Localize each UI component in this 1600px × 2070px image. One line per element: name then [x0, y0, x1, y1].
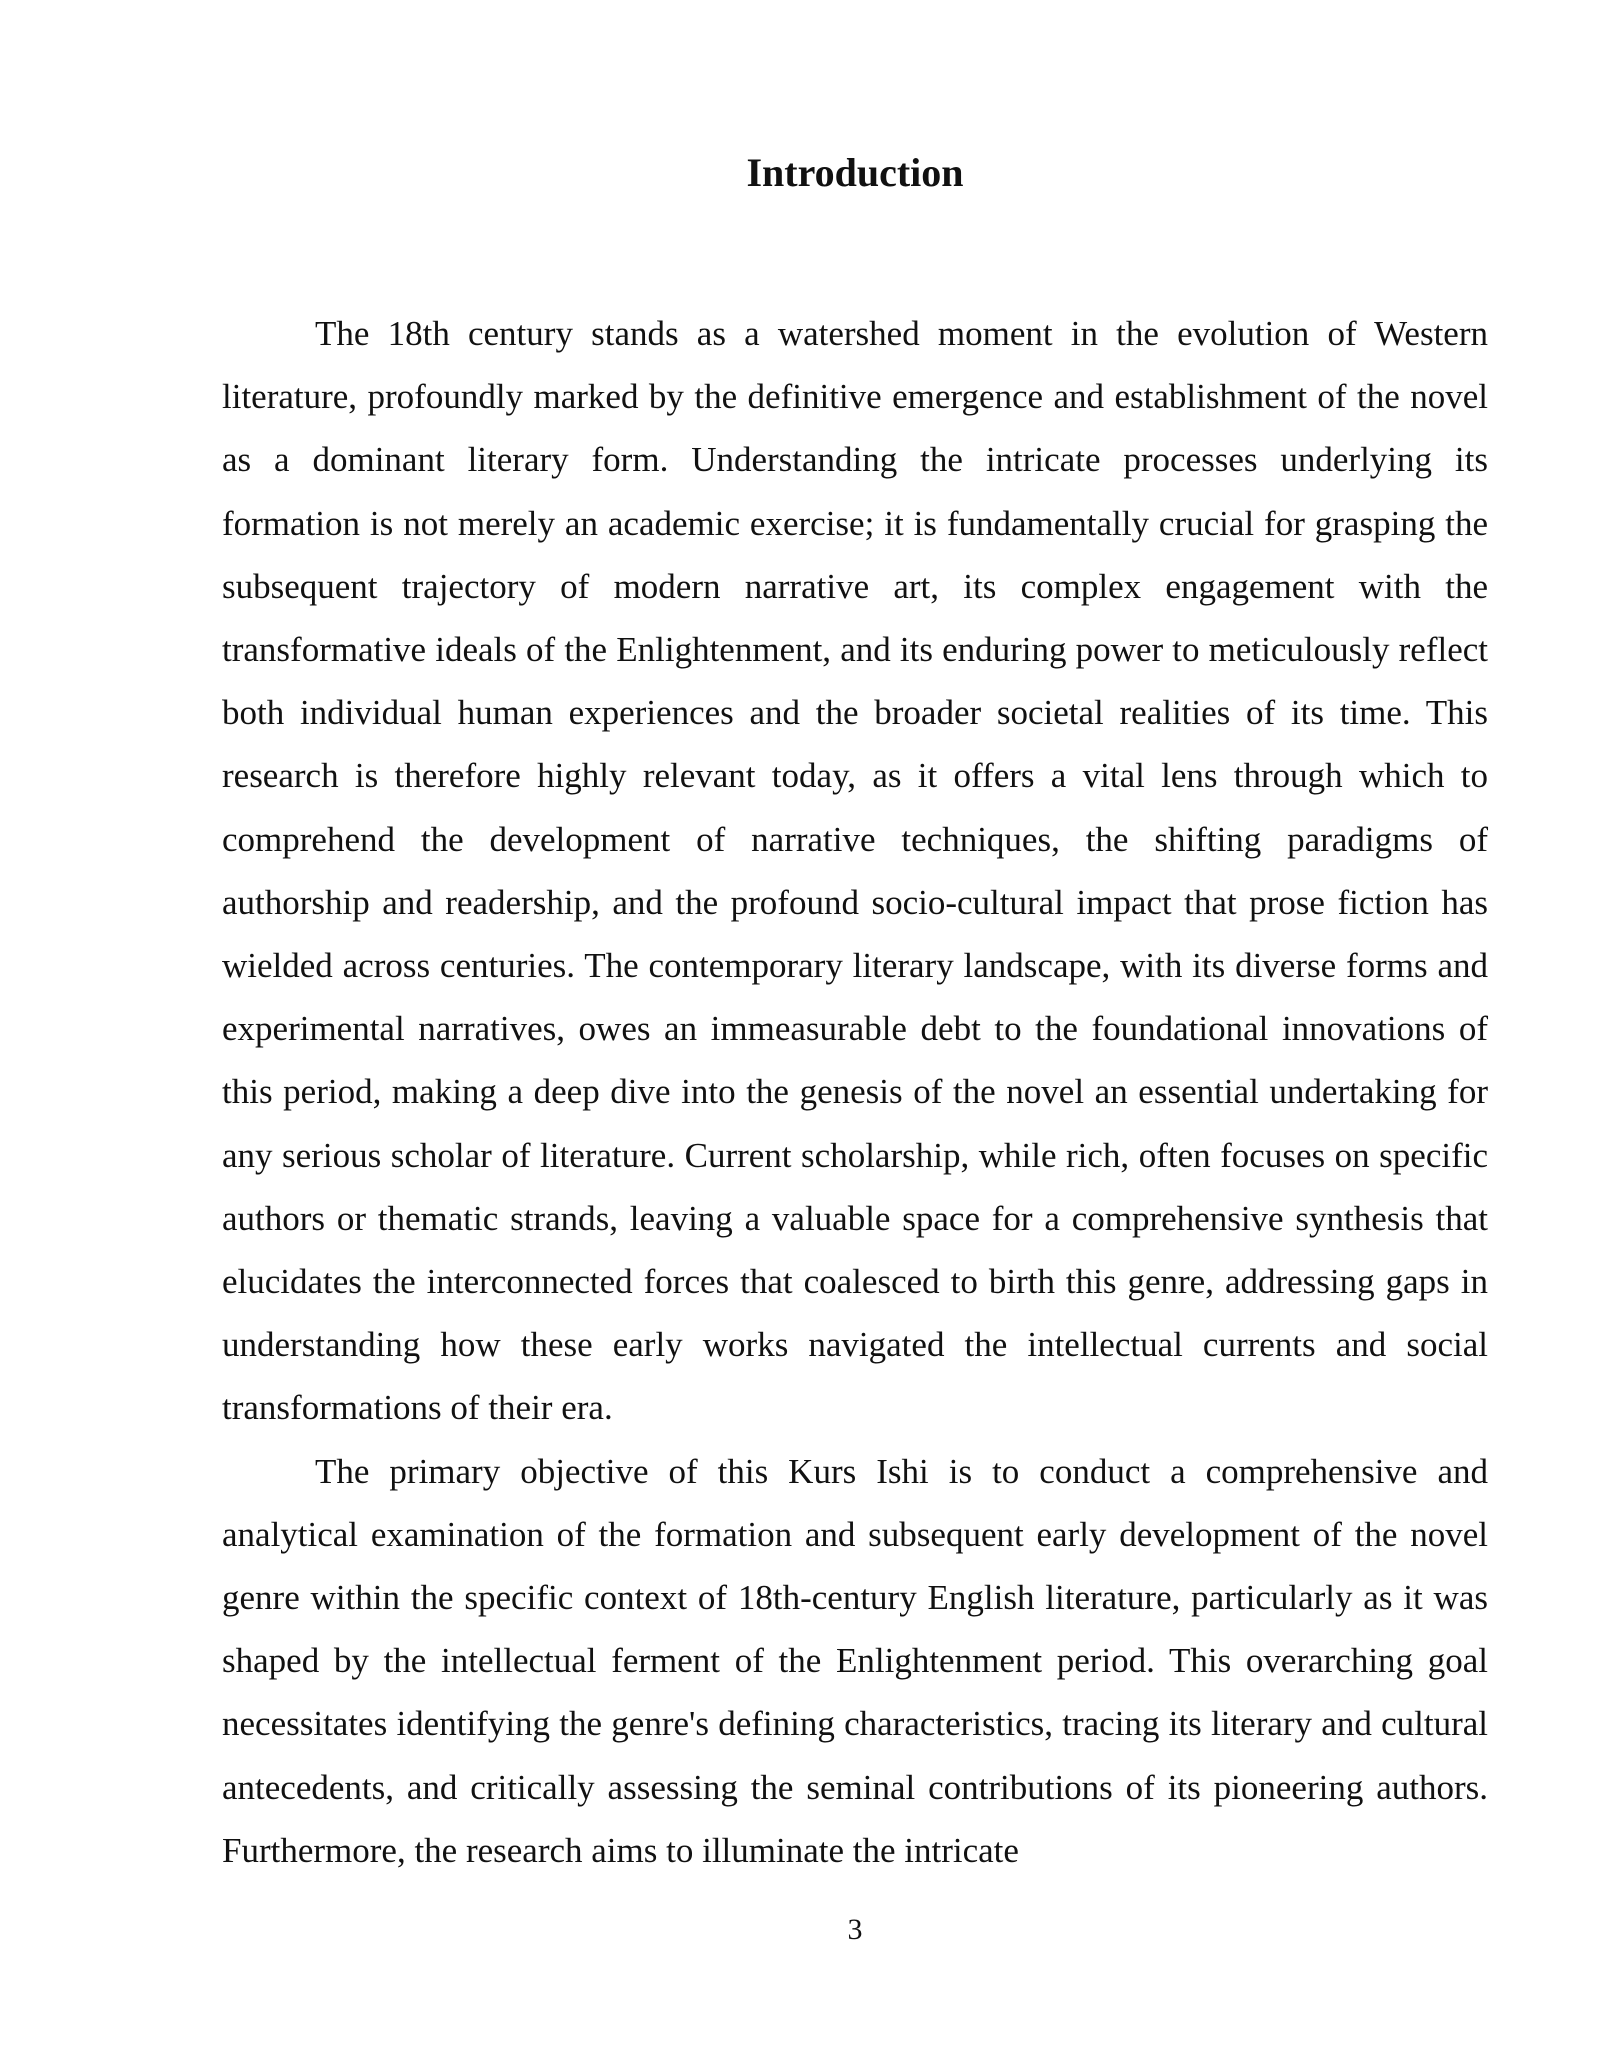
paragraph-1: The 18th century stands as a watershed moment in the evolution of Western literature, profoundly marked by the definitive emergence and establishment of the novel as a dominant literary form. Understanding the intricate processes underlying its formation is not merely an academic exercise; it is fundamentally crucial for grasping the subsequent trajectory of modern narrative art, its complex engagement with the transformative ideals of the Enlightenment, and its enduring power to meticulously reflect both individual human experiences and the broader societal realities of its time. This research is therefore highly relevant today, as it offers a vital lens through which to comprehend the development of narrative techniques, the shifting paradigms of authorship and readership, and the profound socio-cultural impact that prose fiction has wielded across centuries. The contemporary literary landscape, with its diverse forms and experimental narratives, owes an immeasurable debt to the foundational innovations of this period, making a deep dive into the genesis of the novel an essential undertaking for any serious scholar of literature. Current scholarship, while rich, often focuses on specific authors or thematic strands, leaving a valuable space for a comprehensive synthesis that elucidates the interconnected forces that coalesced to birth this genre, addressing gaps in understanding how these early works navigated the intellectual currents and social transformations of their era.: [222, 314, 1488, 1428]
paragraph-2: The primary objective of this Kurs Ishi is to conduct a comprehensive and analytical examination of the formation and subsequent early development of the novel genre within the specific context of 18th-century English literature, particularly as it was shaped by the intellectual ferment of the Enlightenment period. This overarching goal necessitates identifying the genre's defining characteristics, tracing its literary and cultural antecedents, and critically assessing the seminal contributions of its pioneering authors. Furthermore, the research aims to illuminate the intricate: [222, 1451, 1488, 1870]
page-number: 3: [847, 1913, 863, 1946]
page-title: Introduction: [746, 150, 964, 195]
body-text: [222, 302, 1488, 1882]
